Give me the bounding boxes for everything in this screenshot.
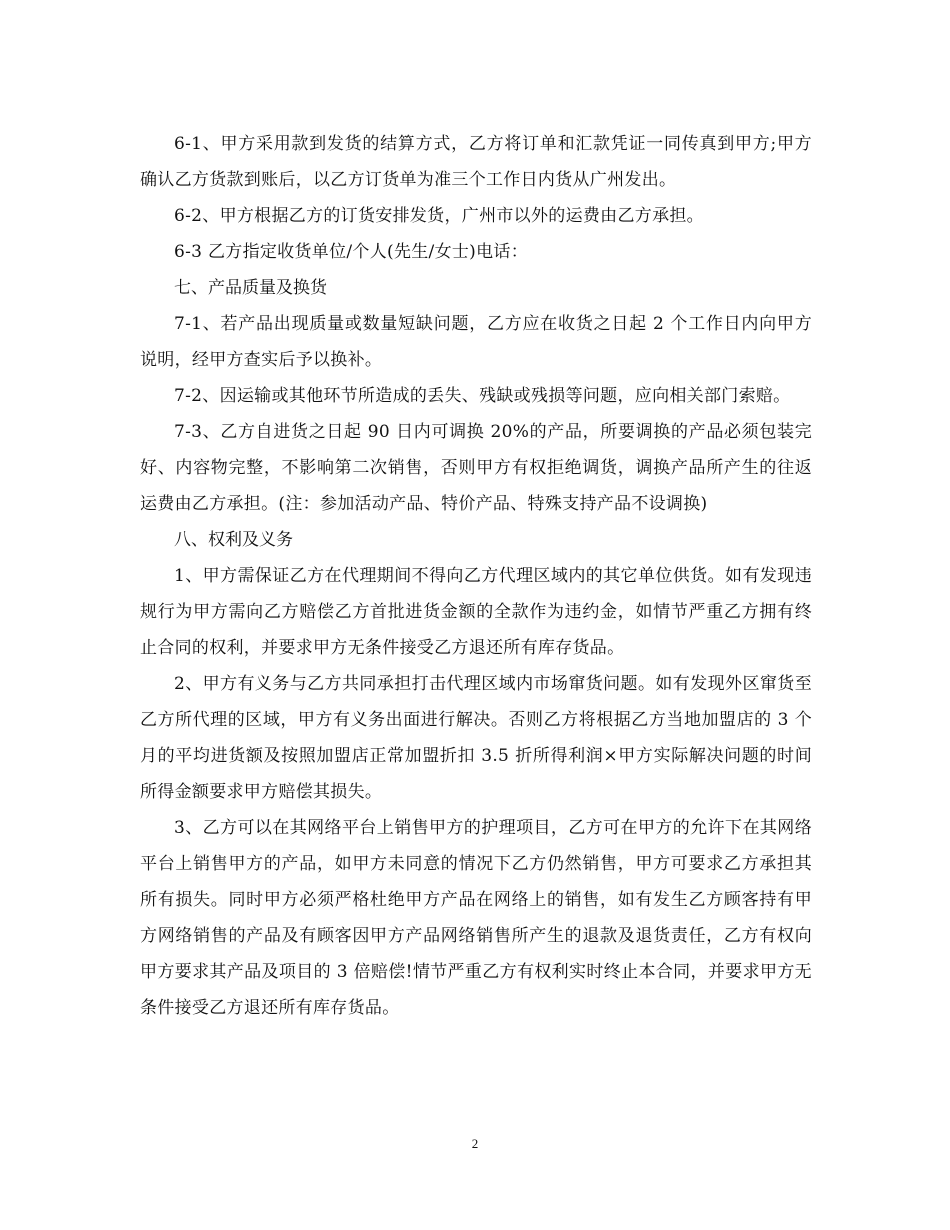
paragraph-7-2: 7-2、因运输或其他环节所造成的丢失、残缺或残损等问题，应向相关部门索赔。 bbox=[174, 386, 791, 406]
section-heading-quality: 七、产品质量及换货 bbox=[174, 278, 327, 298]
paragraph-7-1: 7-1、若产品出现质量或数量短缺问题，乙方应在收货之日起 2 个工作日内向甲方说明，经甲方查实后予以换补。 bbox=[140, 314, 812, 370]
paragraph-8-2: 2、甲方有义务与乙方共同承担打击代理区域内市场窜货问题。如有发现外区窜货至乙方所代理的区域，甲方有义务出面进行解决。否则乙方将根据乙方当地加盟店的 3 个月的平均进货额及按照加盟店正常加盟折扣 3.5 折所得利润×甲方实际解决问题的时间所得金额要求甲方赔偿其损失。 bbox=[140, 674, 812, 802]
page-number: 2 bbox=[471, 1136, 479, 1151]
paragraph-6-3: 6-3 乙方指定收货单位/个人(先生/女士)电话： bbox=[174, 242, 528, 262]
paragraph-6-1: 6-1、甲方采用款到发货的结算方式，乙方将订单和汇款凭证一同传真到甲方;甲方确认乙方货款到账后，以乙方订货单为准三个工作日内货从广州发出。 bbox=[140, 134, 812, 190]
paragraph-8-1: 1、甲方需保证乙方在代理期间不得向乙方代理区域内的其它单位供货。如有发现违规行为甲方需向乙方赔偿乙方首批进货金额的全款作为违约金，如情节严重乙方拥有终止合同的权利，并要求甲方无条件接受乙方退还所有库存货品。 bbox=[140, 566, 812, 658]
document-body bbox=[140, 126, 812, 1026]
paragraph-6-2: 6-2、甲方根据乙方的订货安排发货，广州市以外的运费由乙方承担。 bbox=[174, 206, 704, 226]
section-heading-rights: 八、权利及义务 bbox=[174, 530, 293, 550]
paragraph-8-3: 3、乙方可以在其网络平台上销售甲方的护理项目，乙方可在甲方的允许下在其网络平台上销售甲方的产品，如甲方未同意的情况下乙方仍然销售，甲方可要求乙方承担其所有损失。同时甲方必须严格杜绝甲方产品在网络上的销售，如有发生乙方顾客持有甲方网络销售的产品及有顾客因甲方产品网络销售所产生的退款及退货责任，乙方有权向甲方要求其产品及项目的 3 倍赔偿!情节严重乙方有权利实时终止本合同，并要求甲方无条件接受乙方退还所有库存货品。 bbox=[140, 818, 812, 1018]
paragraph-7-3: 7-3、乙方自进货之日起 90 日内可调换 20%的产品，所要调换的产品必须包装完好、内容物完整，不影响第二次销售，否则甲方有权拒绝调货，调换产品所产生的往返运费由乙方承担。(注：参加活动产品、特价产品、特殊支持产品不设调换) bbox=[140, 422, 812, 514]
